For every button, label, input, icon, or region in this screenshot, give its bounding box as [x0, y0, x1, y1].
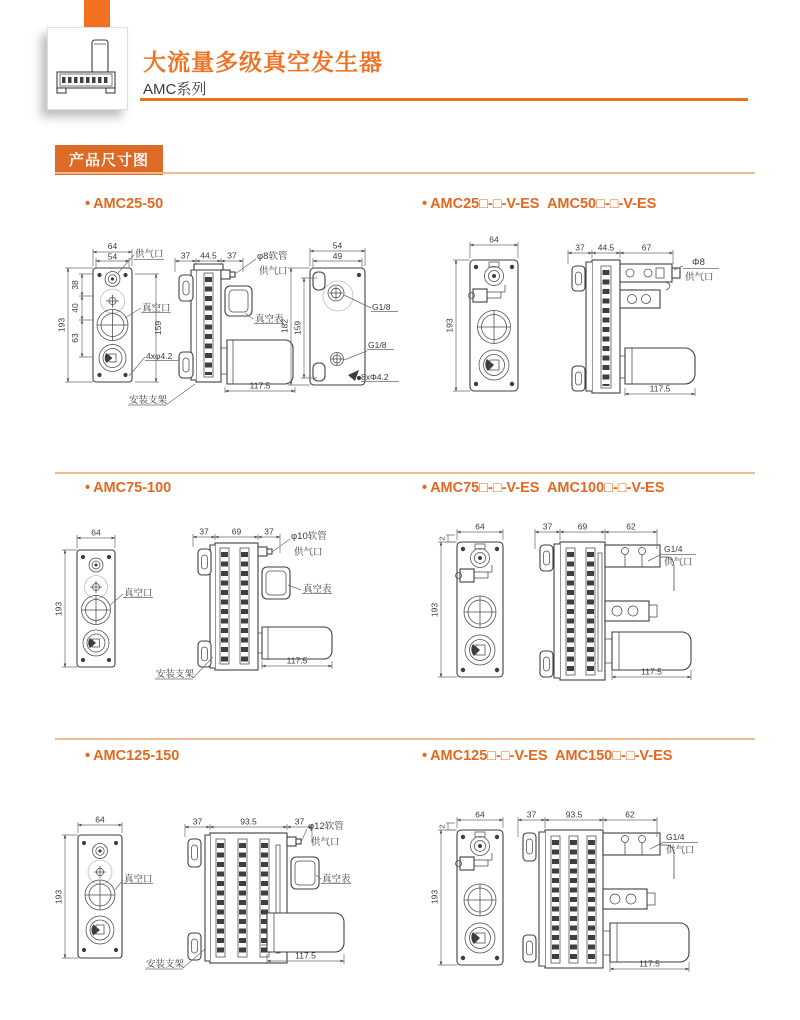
dim-67: 67 [641, 242, 652, 253]
product-line-icon [48, 28, 127, 109]
hose-label: Φ8 [692, 257, 705, 268]
dim-117-5: 117.5 [295, 950, 316, 961]
model-title-text: AMC25□-□-V-ES AMC50□-□-V-ES [430, 196, 657, 212]
dim-44-5: 44.5 [597, 242, 615, 253]
dim-64: 64 [91, 527, 101, 538]
amc125-150-drawing [55, 775, 420, 990]
dim-62: 62 [626, 521, 636, 532]
supply-port-label: 供气口 [294, 547, 323, 558]
row-divider-1 [55, 472, 755, 474]
amc125-150-es-drawing [420, 775, 790, 990]
g18-top-label: G1/8 [372, 302, 391, 312]
vacuum-port-label: 真空口 [124, 588, 153, 599]
dim-193: 193 [429, 602, 440, 618]
dim-37a: 37 [199, 526, 209, 537]
dim-54: 54 [332, 240, 343, 251]
dim-193: 193 [429, 889, 440, 905]
model-title [85, 196, 163, 212]
vacuum-gauge-label: 真空表 [303, 584, 332, 595]
dim-193: 193 [444, 318, 455, 333]
front-view [54, 528, 154, 668]
mount-holes-label: 8xΦ4.2 [361, 372, 389, 382]
hose-label: φ8软管 [257, 251, 288, 262]
amc25-50-es-drawing [420, 228, 790, 423]
model-title [85, 748, 179, 764]
side-view [568, 243, 719, 397]
bullet-icon: • [422, 748, 428, 764]
model-title-text: AMC75-100 [93, 480, 172, 496]
bullet-icon: • [85, 480, 91, 496]
dim-193: 193 [56, 317, 67, 333]
dim-182: 182 [279, 318, 290, 334]
supply-port-label: 供气口 [666, 845, 695, 856]
bullet-icon: • [422, 480, 428, 496]
front-view [57, 241, 179, 382]
corner-ribbon [84, 0, 110, 30]
side-view [145, 817, 351, 971]
side-view [535, 522, 696, 681]
product-thumbnail-card [47, 27, 128, 110]
dim-44-5: 44.5 [200, 250, 217, 261]
supply-port-label: 供气口 [135, 249, 164, 260]
dim-93-5: 93.5 [565, 809, 583, 820]
amc75-100-es-drawing [420, 505, 790, 705]
back-view [280, 241, 400, 386]
model-title [422, 480, 664, 496]
dim-37a: 37 [180, 250, 191, 261]
section-rule [55, 172, 755, 174]
bracket-label: 安装支架 [156, 669, 195, 680]
dim-69: 69 [231, 526, 242, 537]
dim-117-5: 117.5 [639, 958, 660, 969]
dim-64: 64 [107, 241, 118, 251]
dim-37: 37 [526, 809, 537, 820]
bullet-icon: • [85, 748, 91, 764]
model-title [422, 196, 656, 212]
dim-69: 69 [577, 521, 588, 532]
dim-159: 159 [292, 320, 303, 336]
vacuum-port-label: 真空口 [124, 874, 153, 885]
model-title [85, 480, 171, 496]
dim-2: 2 [437, 536, 447, 541]
port-thread-label: G1/4 [666, 832, 685, 842]
model-title-text: AMC125-150 [93, 748, 180, 764]
dim-117-5: 117.5 [286, 655, 308, 666]
dim-64: 64 [489, 234, 499, 245]
model-title-text: AMC25-50 [93, 196, 164, 212]
mount-holes-label: 4xφ4.2 [146, 351, 173, 361]
model-title-text: AMC75□-□-V-ES AMC100□-□-V-ES [430, 480, 665, 496]
vacuum-port-label: 真空口 [142, 303, 171, 314]
dim-38: 38 [70, 280, 80, 290]
dim-2: 2 [437, 824, 447, 829]
hose-label: φ12软管 [308, 821, 344, 832]
dim-54: 54 [107, 251, 118, 262]
side-view [155, 527, 332, 681]
dim-64: 64 [475, 809, 485, 820]
dim-62: 62 [625, 809, 635, 820]
front-view [430, 522, 504, 678]
dim-93-5: 93.5 [240, 816, 257, 827]
vacuum-gauge-label: 真空表 [322, 874, 351, 885]
front-view [54, 815, 154, 959]
supply-port-label: 供气口 [311, 837, 340, 848]
series-subtitle: AMC系列 [143, 81, 207, 98]
dim-37: 37 [542, 521, 553, 532]
dim-193: 193 [53, 889, 64, 905]
dim-40: 40 [70, 303, 80, 313]
bracket-label: 安装支架 [146, 959, 185, 970]
dim-193: 193 [53, 601, 64, 617]
model-title-text: AMC125□-□-V-ES AMC150□-□-V-ES [430, 748, 673, 764]
g18-bottom-label: G1/8 [368, 340, 387, 350]
supply-port-label: 供气口 [664, 557, 693, 568]
front-view [430, 810, 504, 966]
vacuum-gauge-label: 真空表 [255, 314, 284, 325]
front-view [445, 235, 519, 392]
dim-37b: 37 [264, 526, 274, 537]
port-thread-label: G1/4 [664, 544, 683, 554]
page-title: 大流量多级真空发生器 [143, 49, 383, 75]
dim-37a: 37 [192, 816, 203, 827]
dim-49: 49 [332, 251, 343, 261]
title-underline [140, 98, 748, 101]
amc75-100-drawing [55, 505, 420, 705]
side-view [518, 810, 698, 973]
dim-63: 63 [70, 333, 80, 343]
hose-label: φ10软管 [291, 531, 327, 542]
dim-37: 37 [575, 242, 585, 253]
dim-159: 159 [153, 320, 163, 336]
dim-37b: 37 [294, 816, 305, 827]
supply-port-label: 供气口 [685, 272, 714, 283]
bullet-icon: • [422, 196, 428, 212]
dim-64: 64 [95, 814, 105, 825]
dim-117-5: 117.5 [649, 383, 671, 394]
model-title [422, 748, 672, 764]
amc25-50-drawing [55, 228, 420, 423]
section-badge: 产品尺寸图 [55, 145, 163, 175]
bullet-icon: • [85, 196, 91, 212]
dim-37b: 37 [227, 250, 237, 261]
dim-117-5: 117.5 [641, 666, 662, 677]
row-divider-2 [55, 738, 755, 740]
dim-117-5: 117.5 [249, 380, 271, 391]
dim-64: 64 [475, 521, 485, 532]
supply-port-label: 供气口 [259, 266, 288, 277]
bracket-label: 安装支架 [129, 395, 168, 406]
